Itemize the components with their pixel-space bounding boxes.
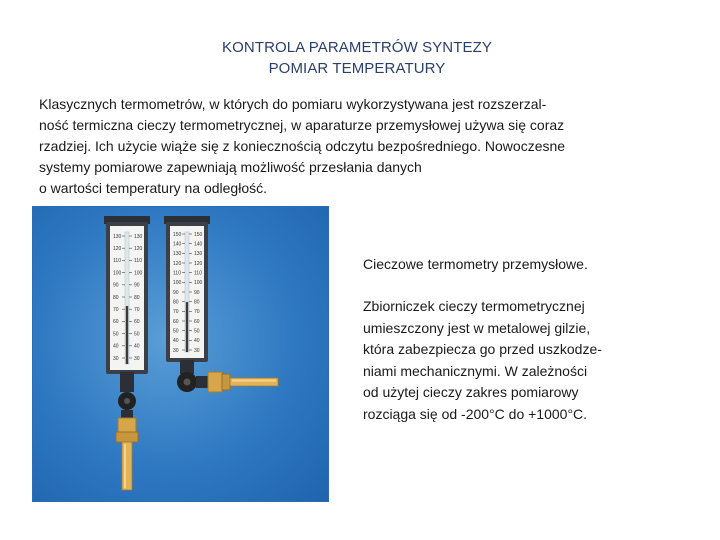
scale-label: 40 — [194, 338, 200, 345]
scale-label: 110 — [134, 258, 142, 265]
scale-label: 130 — [134, 233, 143, 240]
scale-label: 30 — [134, 355, 140, 362]
scale-label: 110 — [194, 270, 202, 277]
scale-label: 120 — [173, 260, 182, 267]
photo-caption: Cieczowe termometry przemysłowe. — [363, 256, 588, 272]
scale-label: 90 — [194, 289, 200, 296]
title-line-2: POMIAR TEMPERATURY — [268, 60, 446, 77]
description-line: która zabezpiecza go przed uszkodze- — [363, 341, 602, 357]
scale-label: 90 — [134, 282, 140, 289]
scale-label: 150 — [173, 231, 182, 238]
description-line: od użytej cieczy zakres pomiarowy — [363, 384, 579, 400]
scale-label: 30 — [173, 347, 179, 354]
intro-line: systemy pomiarowe zapewniają możliwość przesłania danych — [39, 159, 422, 175]
scale-label: 30 — [194, 347, 200, 354]
scale-label: 40 — [113, 343, 119, 350]
scale-label: 60 — [134, 319, 140, 326]
scale-label: 70 — [194, 309, 200, 316]
slide-title — [0, 37, 714, 79]
scale-label: 140 — [194, 241, 203, 248]
scale-label: 100 — [194, 280, 203, 287]
scale-label: 50 — [113, 331, 119, 338]
scale-label: 70 — [134, 307, 140, 313]
left-thermometer — [104, 216, 150, 490]
scale-label: 120 — [113, 246, 122, 252]
scale-label: 130 — [194, 251, 203, 258]
scale-label: 110 — [173, 270, 181, 277]
description-line: niami mechanicznymi. W zależności — [363, 362, 588, 379]
description-line: rozciąga się od -200°C do +1000°C. — [363, 405, 588, 422]
scale-label: 120 — [194, 260, 203, 267]
description-line: umieszczony jest w metalowej gilzie, — [363, 319, 591, 336]
scale-label: 50 — [194, 328, 200, 335]
description-line: Zbiorniczek cieczy termometrycznej — [363, 298, 585, 314]
scale-label: 130 — [113, 233, 122, 240]
description-paragraph — [363, 296, 663, 425]
intro-line: ność termiczna cieczy termometrycznej, w aparaturze przemysłowej używa się coraz — [39, 117, 565, 133]
scale-label: 90 — [173, 289, 179, 296]
intro-line: rzadziej. Ich użycie wiąże się z koniecznością odczytu bezpośredniego. Nowoczesne — [39, 138, 566, 154]
thermometers-illustration — [32, 206, 329, 502]
scale-label: 100 — [173, 280, 182, 287]
scale-label: 40 — [134, 343, 140, 350]
scale-label: 50 — [173, 328, 179, 335]
scale-label: 80 — [173, 299, 179, 306]
title-line-1: KONTROLA PARAMETRÓW SYNTEZY — [222, 39, 492, 56]
scale-label: 90 — [113, 282, 119, 289]
scale-label: 150 — [194, 231, 203, 238]
scale-label: 120 — [134, 246, 143, 252]
scale-label: 130 — [173, 251, 182, 258]
intro-line: o wartości temperatury na odległość. — [39, 180, 267, 196]
scale-label: 80 — [113, 294, 119, 301]
scale-label: 70 — [113, 307, 119, 313]
scale-label: 60 — [173, 318, 179, 325]
scale-label: 70 — [173, 309, 179, 316]
scale-label: 60 — [194, 318, 200, 325]
scale-label: 40 — [173, 338, 179, 345]
scale-label: 140 — [173, 241, 182, 248]
scale-label: 80 — [194, 299, 200, 306]
right-thermometer — [164, 216, 278, 392]
intro-line: Klasycznych termometrów, w których do pomiaru wykorzystywana jest rozszerzal- — [39, 96, 547, 112]
scale-label: 80 — [134, 294, 140, 301]
scale-label: 50 — [134, 331, 140, 338]
intro-paragraph — [39, 94, 679, 199]
thermometers-photo — [32, 206, 329, 502]
scale-label: 100 — [134, 270, 143, 277]
scale-label: 110 — [113, 258, 121, 265]
scale-label: 30 — [113, 355, 119, 362]
scale-label: 60 — [113, 319, 119, 326]
scale-label: 100 — [113, 270, 122, 277]
